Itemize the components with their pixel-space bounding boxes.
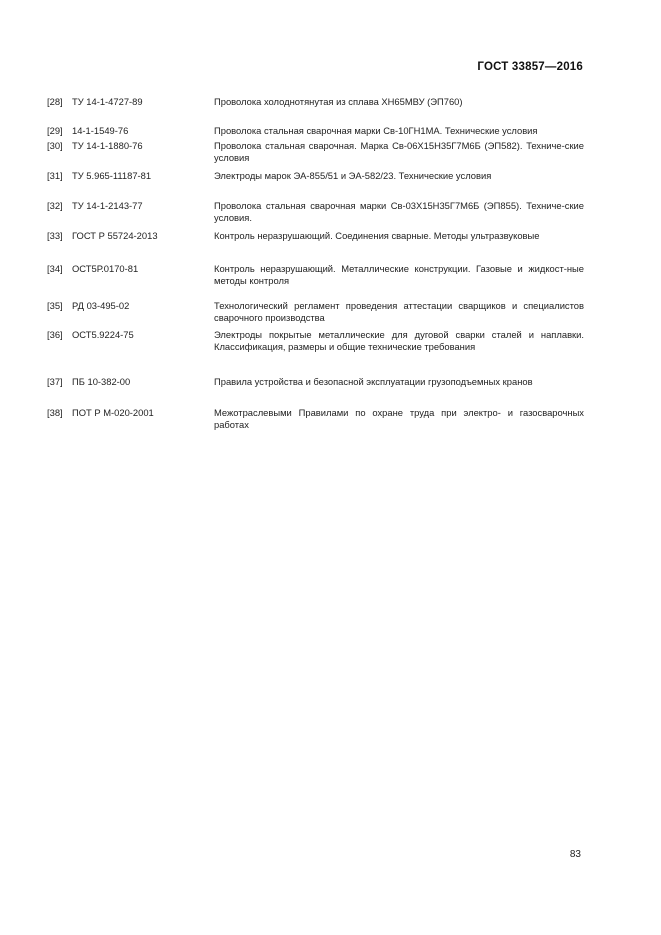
- reference-number: [33]: [47, 230, 63, 241]
- reference-code: РД 03-495-02: [72, 300, 130, 311]
- page-number: 83: [569, 849, 581, 860]
- reference-title: Правила устройства и безопасной эксплуатации грузоподъемных кранов: [214, 376, 533, 387]
- reference-code: ТУ 14-1-4727-89: [72, 96, 143, 107]
- reference-title: Межотраслевыми Правилами по охране труда при электро- и газосварочных работах: [214, 407, 584, 430]
- reference-code: ТУ 5.965-11187-81: [72, 170, 152, 181]
- reference-number: [32]: [47, 200, 63, 211]
- reference-title: Проволока холоднотянутая из сплава ХН65МВУ (ЭП760): [214, 96, 463, 107]
- reference-title: Проволока стальная сварочная. Марка Св-06Х15Н35Г7М6Б (ЭП582). Техниче-ские условия: [214, 140, 584, 163]
- standard-code-header: ГОСТ 33857—2016: [477, 61, 583, 73]
- reference-number: [37]: [47, 376, 63, 387]
- reference-number: [34]: [47, 263, 63, 274]
- reference-title: Электроды марок ЭА-855/51 и ЭА-582/23. Технические условия: [214, 170, 492, 181]
- reference-number: [31]: [47, 170, 63, 181]
- reference-title: Контроль неразрушающий. Соединения сварные. Методы ультразвуковые: [214, 230, 540, 241]
- reference-code: ГОСТ Р 55724-2013: [72, 230, 158, 241]
- reference-number: [35]: [47, 300, 63, 311]
- reference-title: Контроль неразрушающий. Металлические конструкции. Газовые и жидкост-ные методы контроля: [214, 263, 584, 286]
- reference-title: Проволока стальная сварочная марки Св-03Х15Н35Г7М6Б (ЭП855). Техниче-ские условия.: [214, 200, 584, 223]
- reference-code: ОСТ5Р.0170-81: [72, 263, 139, 274]
- reference-number: [29]: [47, 125, 63, 136]
- reference-number: [36]: [47, 329, 63, 340]
- reference-code: ТУ 14-1-2143-77: [72, 200, 143, 211]
- reference-code: ОСТ5.9224-75: [72, 329, 134, 340]
- reference-code: ПОТ Р М-020-2001: [72, 407, 154, 418]
- reference-number: [28]: [47, 96, 63, 107]
- reference-title: Электроды покрытые металлические для дуговой сварки сталей и наплавки. Классификация, размеры и общие технические требования: [214, 329, 584, 352]
- reference-number: [38]: [47, 407, 63, 418]
- reference-title: Проволока стальная сварочная марки Св-10ГН1МА. Технические условия: [214, 125, 538, 136]
- reference-number: [30]: [47, 140, 63, 151]
- reference-code: 14-1-1549-76: [72, 125, 129, 136]
- reference-code: ТУ 14-1-1880-76: [72, 140, 143, 151]
- reference-title: Технологический регламент проведения аттестации сварщиков и специалистов сварочного производства: [214, 300, 584, 323]
- reference-code: ПБ 10-382-00: [72, 376, 131, 387]
